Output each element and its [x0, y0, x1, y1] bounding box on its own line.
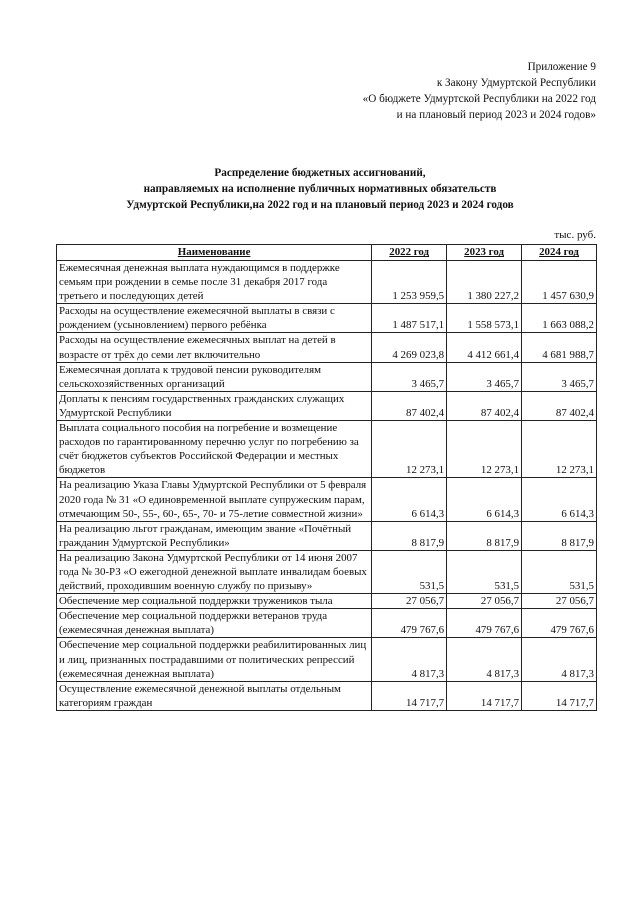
header-name: Наименование	[57, 245, 372, 261]
header-2022: 2022 год	[372, 245, 447, 261]
table-row	[57, 521, 597, 550]
table-row	[57, 681, 597, 710]
value-2022-cell: 14 717,7	[372, 681, 447, 710]
value-2022-cell: 12 273,1	[372, 421, 447, 478]
row-name-cell: Обеспечение мер социальной поддержки тружеников тыла	[57, 594, 372, 609]
table-row	[57, 609, 597, 638]
row-name-cell: На реализацию льгот гражданам, имеющим звание «Почётный гражданин Удмуртской Республики»	[57, 521, 372, 550]
table-row	[57, 261, 597, 304]
value-2023-cell: 6 614,3	[447, 478, 522, 521]
value-2023-cell: 8 817,9	[447, 521, 522, 550]
appendix-line: к Закону Удмуртской Республики	[436, 77, 596, 89]
value-2023-cell: 4 817,3	[447, 638, 522, 681]
value-2022-cell: 4 269 023,8	[372, 333, 447, 362]
value-2023-cell: 14 717,7	[447, 681, 522, 710]
value-2024-cell: 8 817,9	[522, 521, 597, 550]
table-header-row	[57, 245, 597, 261]
title-line: Удмуртской Республики,на 2022 год и на плановый период 2023 и 2024 годов	[126, 199, 514, 211]
row-name-cell: Обеспечение мер социальной поддержки реабилитированных лиц и лиц, признанных пострадавшими от политических репрессий (ежемесячная денежная выплата)	[57, 638, 372, 681]
value-2024-cell: 1 663 088,2	[522, 304, 597, 333]
row-name-cell: Выплата социального пособия на погребение и возмещение расходов по гарантированному перечню услуг по погребению за счёт бюджетов субъектов Российской Федерации и местных бюджетов	[57, 421, 372, 478]
value-2024-cell: 4 681 988,7	[522, 333, 597, 362]
value-2023-cell: 1 380 227,2	[447, 261, 522, 304]
value-2024-cell: 531,5	[522, 550, 597, 593]
value-2024-cell: 3 465,7	[522, 362, 597, 391]
row-name-cell: Ежемесячная доплата к трудовой пенсии руководителям сельскохозяйственных организаций	[57, 362, 372, 391]
title-line: Распределение бюджетных ассигнований,	[214, 167, 426, 179]
value-2022-cell: 1 487 517,1	[372, 304, 447, 333]
value-2024-cell: 14 717,7	[522, 681, 597, 710]
title-line: направляемых на исполнение публичных нормативных обязательств	[143, 183, 497, 195]
table-row	[57, 638, 597, 681]
table-row	[57, 550, 597, 593]
row-name-cell: Расходы на осуществление ежемесячной выплаты в связи с рождением (усыновлением) первого ребёнка	[57, 304, 372, 333]
value-2022-cell: 479 767,6	[372, 609, 447, 638]
row-name-cell: Осуществление ежемесячной денежной выплаты отдельным категориям граждан	[57, 681, 372, 710]
table-row	[57, 391, 597, 420]
value-2024-cell: 27 056,7	[522, 594, 597, 609]
value-2022-cell: 531,5	[372, 550, 447, 593]
table-row	[57, 333, 597, 362]
value-2024-cell: 87 402,4	[522, 391, 597, 420]
value-2022-cell: 4 817,3	[372, 638, 447, 681]
document-title	[0, 165, 640, 213]
value-2022-cell: 87 402,4	[372, 391, 447, 420]
value-2023-cell: 479 767,6	[447, 609, 522, 638]
appendix-line: «О бюджете Удмуртской Республики на 2022 год	[362, 93, 596, 105]
row-name-cell: Доплаты к пенсиям государственных гражданских служащих Удмуртской Республики	[57, 391, 372, 420]
header-2024: 2024 год	[522, 245, 597, 261]
budget-table	[56, 244, 597, 711]
appendix-header	[363, 59, 596, 123]
value-2024-cell: 479 767,6	[522, 609, 597, 638]
value-2023-cell: 12 273,1	[447, 421, 522, 478]
value-2023-cell: 4 412 661,4	[447, 333, 522, 362]
row-name-cell: Ежемесячная денежная выплата нуждающимся в поддержке семьям при рождении в семье после 31 декабря 2017 года третьего и последующих детей	[57, 261, 372, 304]
table-row	[57, 478, 597, 521]
row-name-cell: Расходы на осуществление ежемесячных выплат на детей в возрасте от трёх до семи лет включительно	[57, 333, 372, 362]
value-2024-cell: 12 273,1	[522, 421, 597, 478]
table-row	[57, 362, 597, 391]
appendix-line: и на плановый период 2023 и 2024 годов»	[396, 109, 596, 121]
value-2024-cell: 6 614,3	[522, 478, 597, 521]
table-row	[57, 421, 597, 478]
value-2023-cell: 3 465,7	[447, 362, 522, 391]
appendix-line: Приложение 9	[527, 61, 596, 73]
value-2022-cell: 3 465,7	[372, 362, 447, 391]
value-2022-cell: 1 253 959,5	[372, 261, 447, 304]
value-2023-cell: 1 558 573,1	[447, 304, 522, 333]
value-2022-cell: 8 817,9	[372, 521, 447, 550]
value-2023-cell: 87 402,4	[447, 391, 522, 420]
header-2023: 2023 год	[447, 245, 522, 261]
value-2022-cell: 27 056,7	[372, 594, 447, 609]
value-2023-cell: 27 056,7	[447, 594, 522, 609]
value-2023-cell: 531,5	[447, 550, 522, 593]
row-name-cell: На реализацию Закона Удмуртской Республики от 14 июня 2007 года № 30-РЗ «О ежегодной денежной выплате инвалидам боевых действий, проходившим военную службу по призыву»	[57, 550, 372, 593]
value-2022-cell: 6 614,3	[372, 478, 447, 521]
row-name-cell: Обеспечение мер социальной поддержки ветеранов труда (ежемесячная денежная выплата)	[57, 609, 372, 638]
table-row	[57, 594, 597, 609]
row-name-cell: На реализацию Указа Главы Удмуртской Республики от 5 февраля 2020 года № 31 «О единовременной выплате супружеским парам, отмечающим 50-, 55-, 60-, 65-, 70- и 75-летие совместной жизни»	[57, 478, 372, 521]
table-row	[57, 304, 597, 333]
units-label: тыс. руб.	[554, 229, 596, 241]
value-2024-cell: 4 817,3	[522, 638, 597, 681]
value-2024-cell: 1 457 630,9	[522, 261, 597, 304]
